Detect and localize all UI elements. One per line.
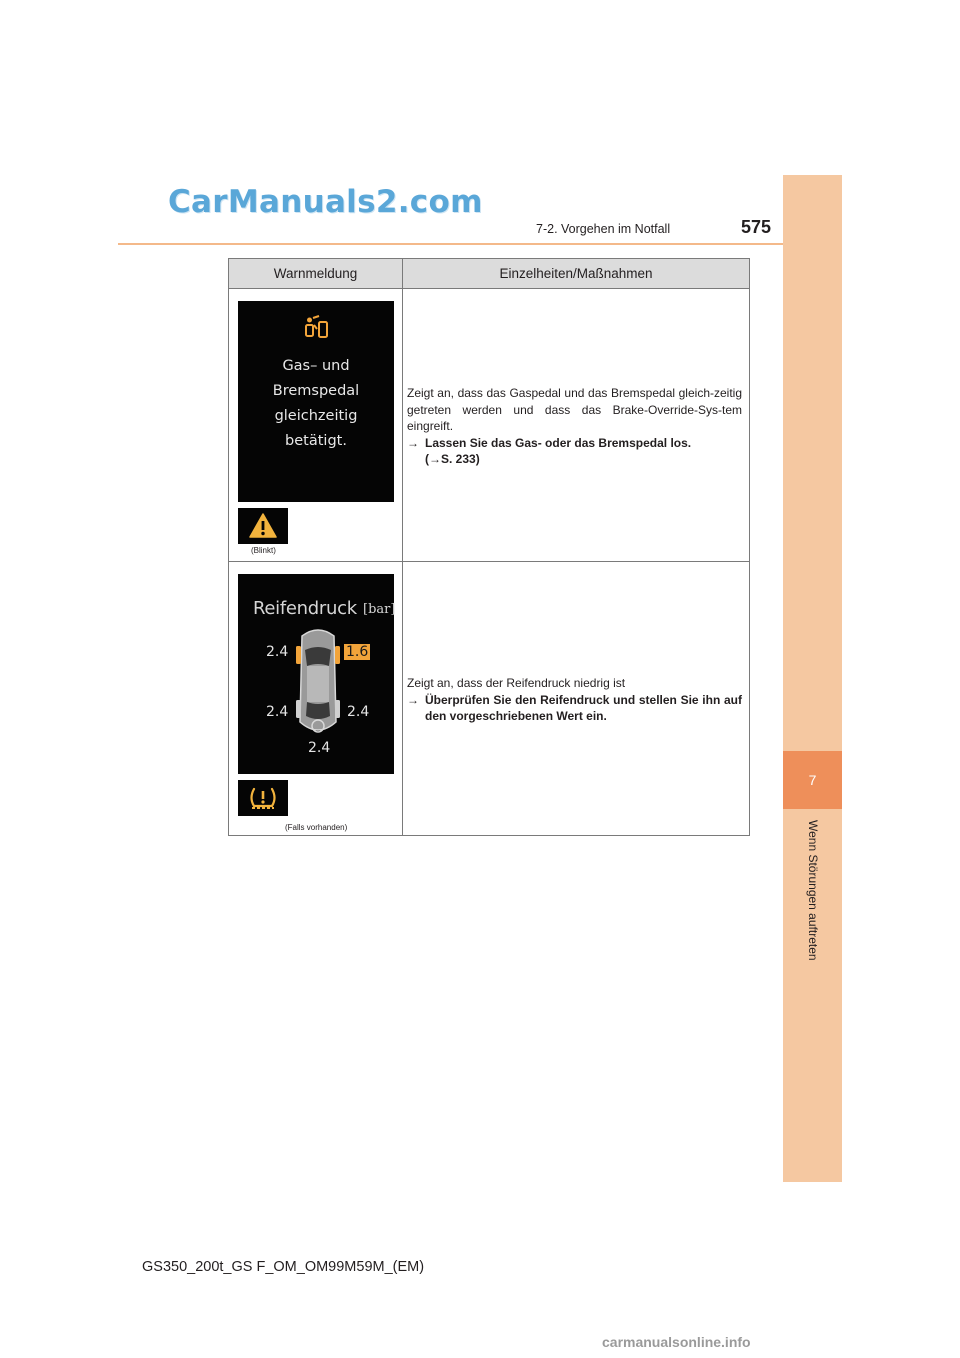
screen-text-line: Gas– und bbox=[282, 358, 350, 374]
description-text: Zeigt an, dass das Gaspedal und das Bremspedal gleich-zeitig getreten werden und dass das Brake-Override-Sys-tem eingreift. bbox=[407, 386, 742, 433]
tire-pressure-indicator bbox=[238, 780, 288, 816]
action-line bbox=[407, 692, 742, 725]
indicator-caption: (Blinkt) bbox=[251, 546, 276, 555]
indicator-caption: (Falls vorhanden) bbox=[285, 823, 348, 832]
arrow-icon: → bbox=[407, 435, 419, 450]
tire-front-left-value: 2.4 bbox=[266, 644, 289, 660]
header-warnmeldung: Warnmeldung bbox=[229, 259, 403, 289]
column-divider bbox=[402, 289, 403, 835]
row1-description bbox=[407, 385, 742, 468]
tire-rear-left-value: 2.4 bbox=[266, 704, 289, 720]
pedal-icon bbox=[304, 315, 332, 341]
arrow-icon: → bbox=[407, 692, 419, 707]
tire-rear-right-value: 2.4 bbox=[347, 704, 370, 720]
screen-text-line: Bremspedal bbox=[272, 383, 360, 399]
tire-pressure-unit: [bar] bbox=[363, 602, 396, 617]
table-header bbox=[229, 259, 749, 289]
warning-indicator bbox=[238, 508, 288, 544]
row-divider bbox=[229, 561, 749, 562]
section-title: 7-2. Vorgehen im Notfall bbox=[536, 222, 671, 236]
header-rule bbox=[118, 243, 842, 245]
page-reference: (→S. 233) bbox=[425, 452, 480, 466]
page-number: 575 bbox=[741, 217, 772, 237]
watermark-logo: CarManuals2.com bbox=[168, 184, 483, 220]
pedal-warning-display bbox=[238, 301, 394, 502]
car-top-view-icon bbox=[294, 626, 342, 738]
chapter-side-tab bbox=[783, 175, 842, 1182]
tire-pressure-display bbox=[238, 574, 394, 774]
screen-text-line: gleichzeitig bbox=[274, 408, 358, 424]
document-code: GS350_200t_GS F_OM_OM99M59M_(EM) bbox=[142, 1259, 425, 1275]
warning-message-table bbox=[228, 258, 750, 836]
tire-pressure-title: Reifendruck bbox=[253, 598, 357, 619]
tire-front-right-value: 1.6 bbox=[346, 644, 369, 660]
description-text: Zeigt an, dass der Reifendruck niedrig ist bbox=[407, 676, 626, 690]
watermark-footer: carmanualsonline.info bbox=[602, 1334, 751, 1350]
chapter-number: 7 bbox=[783, 751, 842, 809]
warning-triangle-icon bbox=[249, 513, 277, 539]
row2-description bbox=[407, 675, 742, 725]
action-text: Lassen Sie das Gas- oder das Bremspedal los. bbox=[425, 435, 692, 450]
action-text: Überprüfen Sie den Reifendruck und stellen Sie ihn auf den vorgeschriebenen Wert ein. bbox=[425, 692, 742, 723]
action-line bbox=[407, 435, 742, 452]
chapter-label: Wenn Störungen auftreten bbox=[806, 820, 820, 961]
tire-pressure-warning-icon bbox=[248, 785, 278, 811]
header-details: Einzelheiten/Maßnahmen bbox=[499, 266, 653, 281]
tire-spare-value: 2.4 bbox=[308, 740, 331, 756]
screen-text-line: betätigt. bbox=[285, 433, 347, 449]
